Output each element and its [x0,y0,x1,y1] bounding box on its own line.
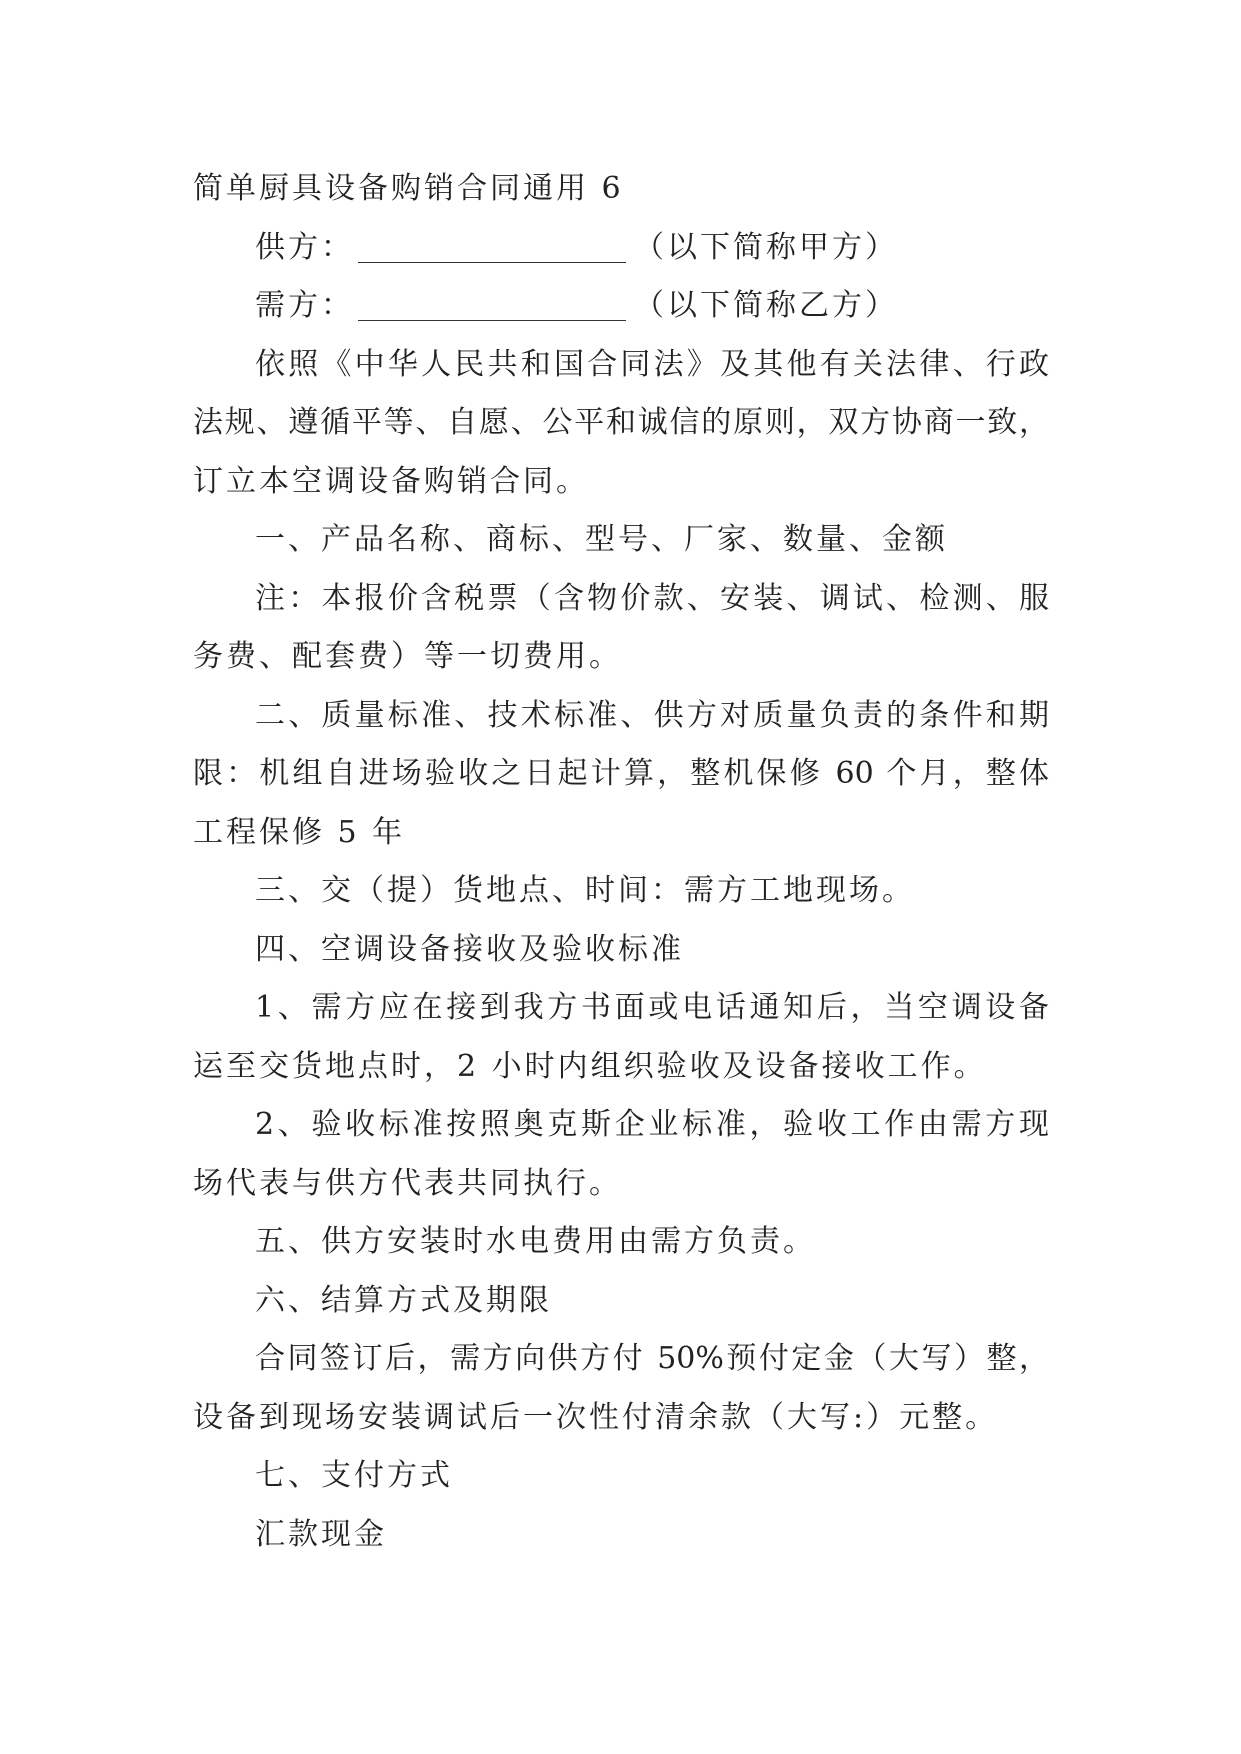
section6-paragraph [193,1330,1049,1447]
section2-paragraph [193,687,1049,863]
supplier-line [193,219,1049,278]
section6-line-1: 合同签订后，需方向供方付 50%预付定金（大写）整， [255,1341,1049,1376]
intro-paragraph [193,336,1049,512]
buyer-line [193,277,1049,336]
section2-line-1: 二、质量标准、技术标准、供方对质量负责的条件和期 [255,697,1049,733]
section7-body: 汇款现金 [255,1516,387,1552]
buyer-label: 需方： [255,288,354,323]
section6-heading: 六、结算方式及期限 [255,1282,552,1318]
supplier-label: 供方： [255,229,354,265]
note-line-1: 注：本报价含税票（含物价款、安装、调试、检测、服 [255,580,1049,616]
section5-text: 五、供方安装时水电费用由需方负责。 [255,1224,816,1259]
document-title: 简单厨具设备购销合同通用 6 [193,171,624,206]
section7-heading: 七、支付方式 [255,1458,453,1493]
intro-line-1: 依照《中华人民共和国合同法》及其他有关法律、行政 [255,346,1049,382]
section1-heading: 一、产品名称、商标、型号、厂家、数量、金额 [255,522,948,557]
section2-line-3: 工程保修 5 年 [193,814,406,850]
supplier-blank [358,232,626,263]
section4-item2-line-1: 2、验收标准按照奥克斯企业标准，验收工作由需方现 [255,1107,1049,1142]
section4-item1-line-1: 1、需方应在接到我方书面或电话通知后，当空调设备 [255,990,1049,1025]
note-paragraph [193,570,1049,687]
section4-heading: 四、空调设备接收及验收标准 [255,931,684,967]
intro-line-3: 订立本空调设备购销合同。 [193,463,589,499]
supplier-suffix: （以下简称甲方） [634,229,898,265]
section4-item2 [193,1096,1049,1213]
intro-line-2: 法规、遵循平等、自愿、公平和诚信的原则，双方协商一致， [193,405,1049,440]
buyer-blank [358,290,626,321]
document-content [193,160,1049,1564]
section2-line-2: 限：机组自进场验收之日起计算，整机保修 60 个月，整体 [193,756,1049,791]
note-line-2: 务费、配套费）等一切费用。 [193,639,622,674]
section3-text: 三、交（提）货地点、时间：需方工地现场。 [255,873,915,908]
section6-line-2: 设备到现场安装调试后一次性付清余款（大写:）元整。 [193,1399,999,1435]
buyer-suffix: （以下简称乙方） [634,288,898,323]
section4-item2-line-2: 场代表与供方代表共同执行。 [193,1165,622,1201]
section4-item1 [193,979,1049,1096]
section4-item1-line-2: 运至交货地点时，2 小时内组织验收及设备接收工作。 [193,1048,987,1084]
